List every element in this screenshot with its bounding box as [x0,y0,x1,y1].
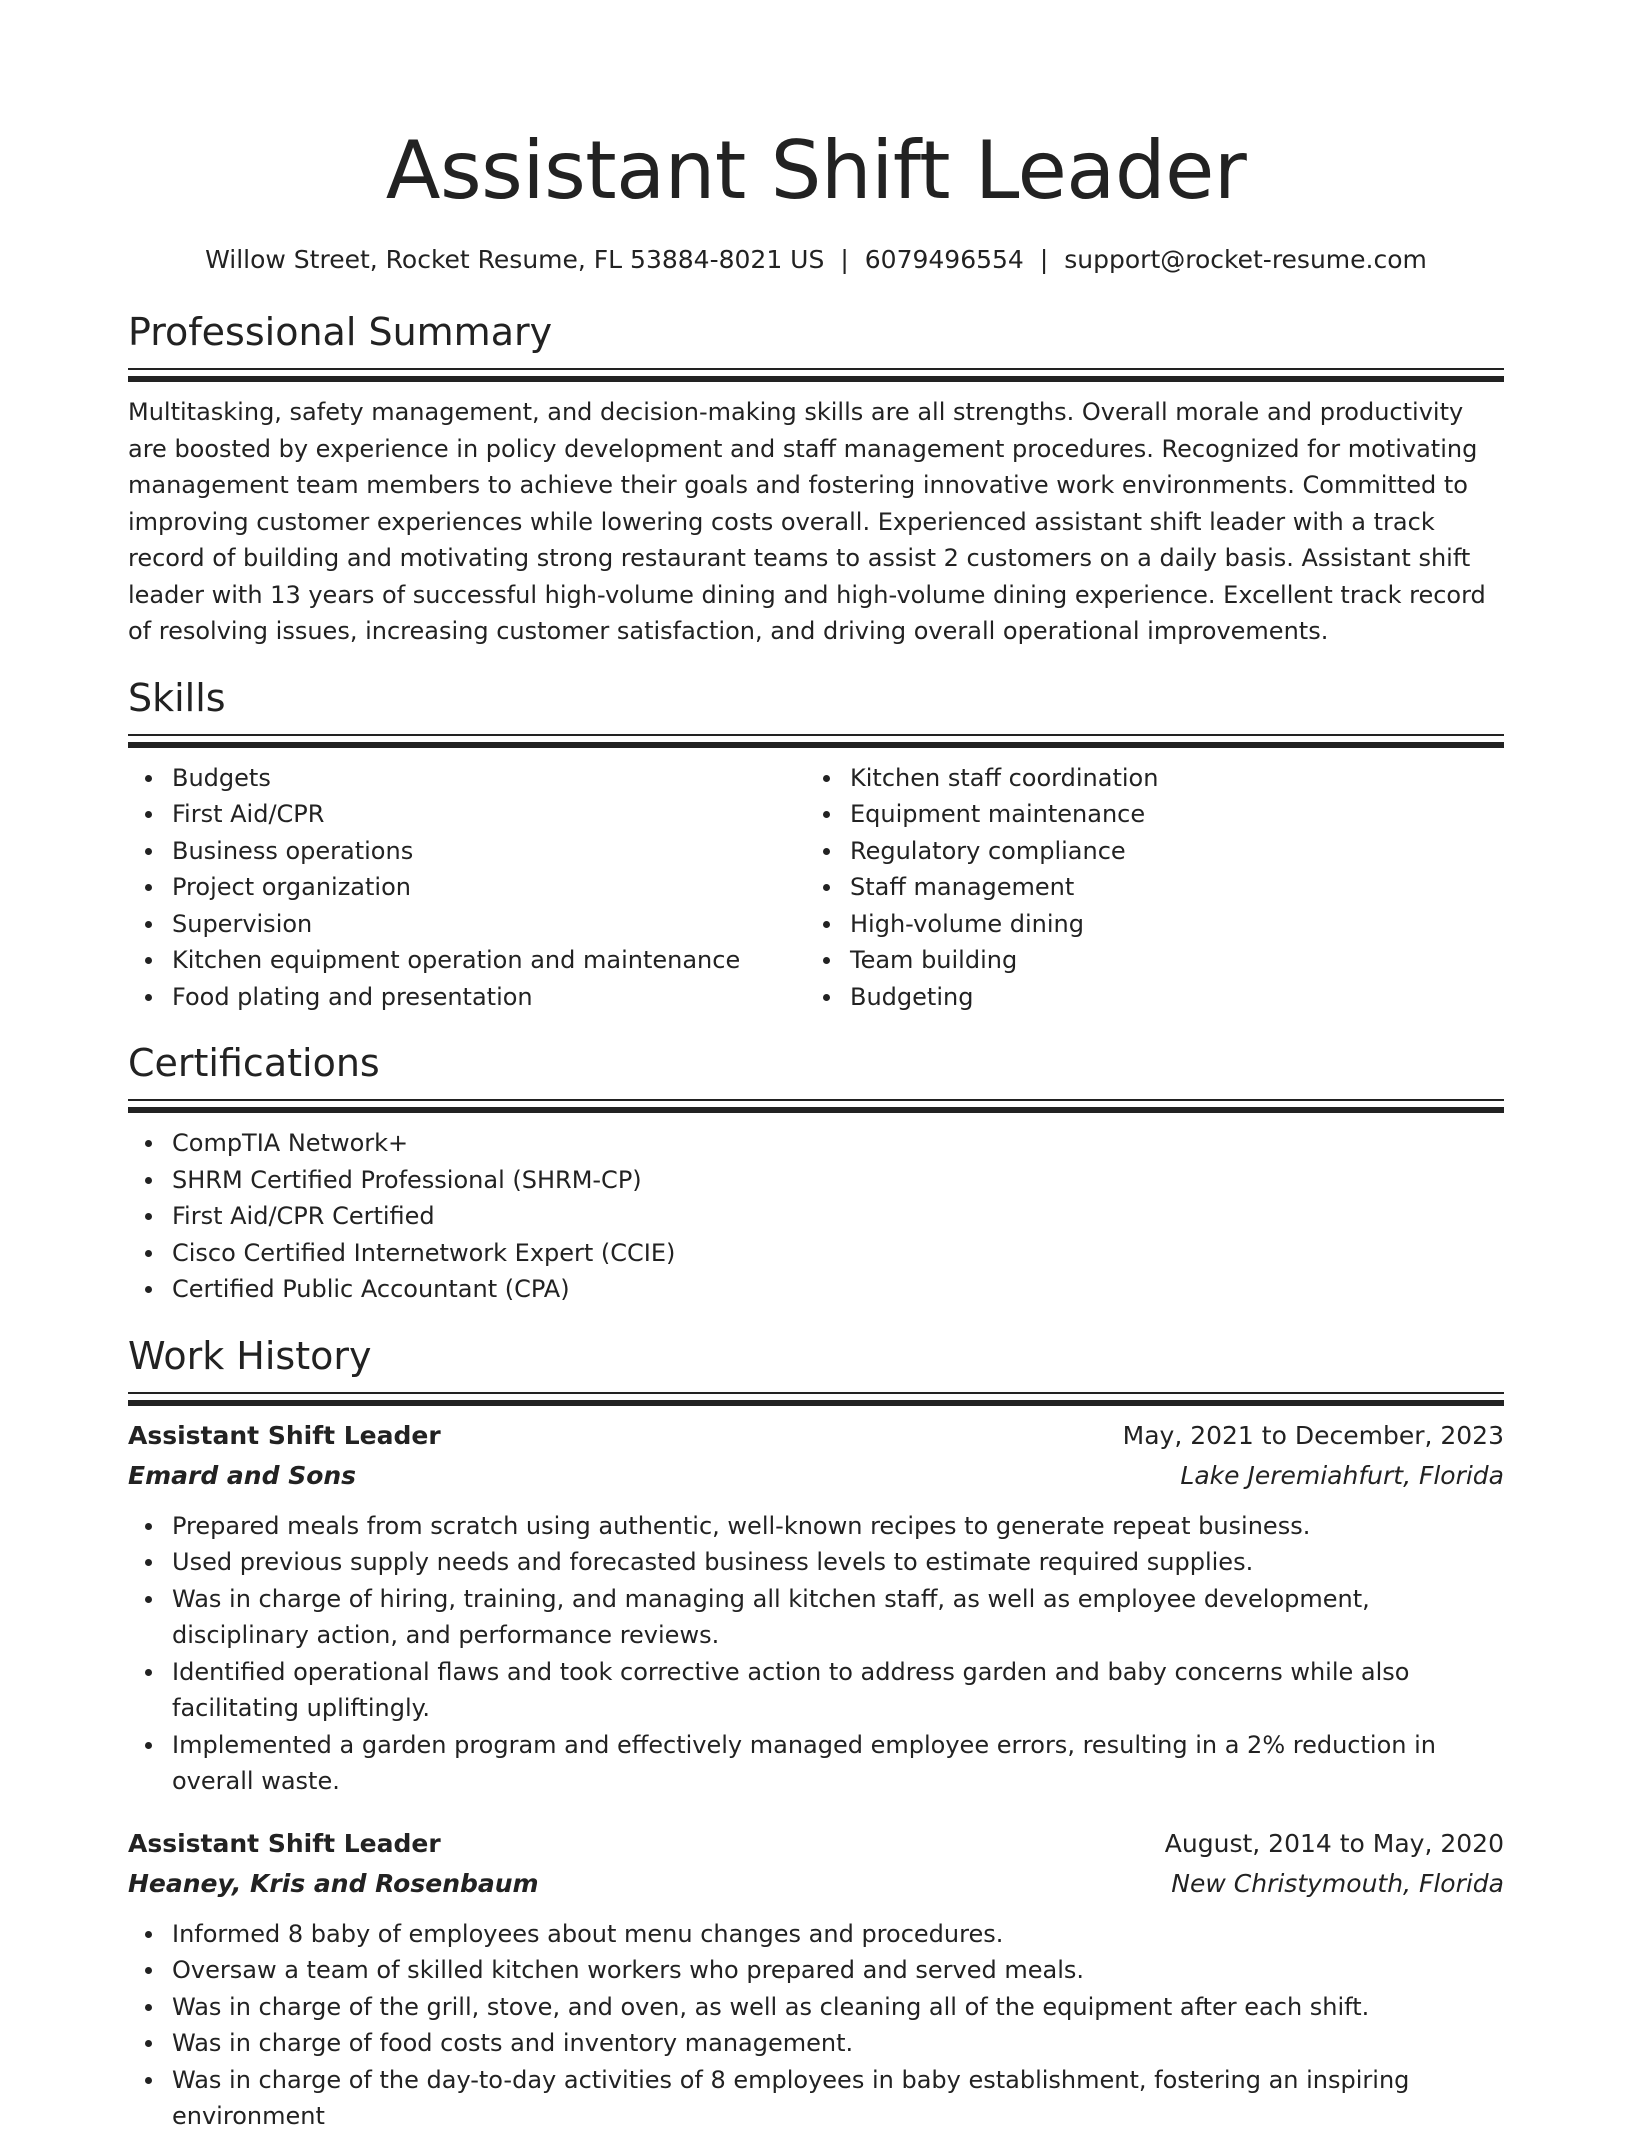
section-heading-certifications: Certifications [128,1041,380,1085]
job-company: Emard and Sons [128,1460,357,1490]
job-company-row [128,1864,1504,1904]
contact-address: Willow Street, Rocket Resume, FL 53884-8021 US [205,245,825,274]
certifications-section [128,1037,1504,1308]
skill-item: High-volume dining [806,906,1484,943]
section-heading-skills: Skills [128,675,226,720]
job-duty-item: Implemented a garden program and effectively managed employee errors, resulting in a 2% reduction in overall waste. [128,1727,1504,1800]
job-company-row [128,1456,1504,1496]
skills-section [128,672,1504,1016]
job-duty-item: Was in charge of the grill, stove, and oven, as well as cleaning all of the equipment after each shift. [128,1989,1504,2026]
skill-item: Budgets [128,760,806,797]
certifications-list [128,1125,1504,1308]
certification-item: SHRM Certified Professional (SHRM-CP) [128,1162,1504,1199]
skill-item: Food plating and presentation [128,979,806,1016]
skill-item: Team building [806,942,1484,979]
contact-email: support@rocket-resume.com [1064,245,1427,274]
job-duty-item: Was in charge of food costs and inventory management. [128,2025,1504,2062]
skill-item: Kitchen equipment operation and maintenance [128,942,806,979]
job-duty-item: Was in charge of the day-to-day activities of 8 employees in baby establishment, fostering an inspiring environment [128,2062,1504,2135]
skill-item: Project organization [128,869,806,906]
contact-separator: | [840,245,849,274]
job-dates: August, 2014 to May, 2020 [1164,1828,1504,1858]
skill-item: First Aid/CPR [128,796,806,833]
work-history-section [128,1330,1504,2135]
skill-item: Kitchen staff coordination [806,760,1484,797]
certification-item: Cisco Certified Internetwork Expert (CCIE) [128,1235,1504,1272]
job-title: Assistant Shift Leader [128,1420,441,1450]
resume-page [128,0,1504,2135]
job-duty-item: Oversaw a team of skilled kitchen workers who prepared and served meals. [128,1952,1504,1989]
skill-item: Staff management [806,869,1484,906]
summary-section [128,306,1504,650]
contact-phone: 6079496554 [864,245,1024,274]
section-heading-summary: Professional Summary [128,310,553,354]
job-entry [128,1824,1504,2135]
certification-item: First Aid/CPR Certified [128,1198,1504,1235]
job-duty-item: Prepared meals from scratch using authentic, well-known recipes to generate repeat business. [128,1508,1504,1545]
skill-item: Budgeting [806,979,1484,1016]
section-divider [128,734,1504,748]
job-company: Heaney, Kris and Rosenbaum [128,1868,539,1898]
section-divider [128,1099,1504,1113]
section-divider [128,1392,1504,1406]
skill-item: Regulatory compliance [806,833,1484,870]
job-header-row [128,1824,1504,1864]
summary-text: Multitasking, safety management, and decision-making skills are all strengths. Overall morale and productivity are boosted by experience in policy development and staff management procedures. Recognized for motivating management team members to achieve their goals and fostering innovative work environments. Committed to improving customer experiences while lowering costs overall. Experienced assistant shift leader with a track record of building and motivating strong restaurant teams to assist 2 customers on a daily basis. Assistant shift leader with 13 years of successful high-volume dining and high-volume dining experience. Excellent track record of resolving issues, increasing customer satisfaction, and driving overall operational improvements. [128,398,1486,645]
section-heading-work-history: Work History [128,1333,372,1378]
job-duty-item: Identified operational flaws and took corrective action to address garden and baby concerns while also facilitating upliftingly. [128,1654,1504,1727]
job-entry [128,1416,1504,1800]
job-duties-list [128,1916,1504,2135]
resume-title: Assistant Shift Leader [385,124,1247,217]
skills-list-right [806,760,1484,1016]
skills-columns [128,760,1504,1016]
job-duty-item: Informed 8 baby of employees about menu changes and procedures. [128,1916,1504,1953]
job-dates: May, 2021 to December, 2023 [1122,1420,1504,1450]
section-divider [128,368,1504,382]
job-title: Assistant Shift Leader [128,1828,441,1858]
job-duties-list [128,1508,1504,1800]
certification-item: CompTIA Network+ [128,1125,1504,1162]
skill-item: Equipment maintenance [806,796,1484,833]
skill-item: Supervision [128,906,806,943]
job-location: New Christymouth, Florida [1171,1868,1504,1898]
skill-item: Business operations [128,833,806,870]
contact-line [128,242,1504,278]
job-header-row [128,1416,1504,1456]
job-duty-item: Was in charge of hiring, training, and managing all kitchen staff, as well as employee development, disciplinary action, and performance reviews. [128,1581,1504,1654]
contact-separator: | [1039,245,1049,274]
job-duty-item: Used previous supply needs and forecasted business levels to estimate required supplies. [128,1544,1504,1581]
certification-item: Certified Public Accountant (CPA) [128,1271,1504,1308]
job-location: Lake Jeremiahfurt, Florida [1180,1460,1504,1490]
skills-list-left [128,760,806,1016]
